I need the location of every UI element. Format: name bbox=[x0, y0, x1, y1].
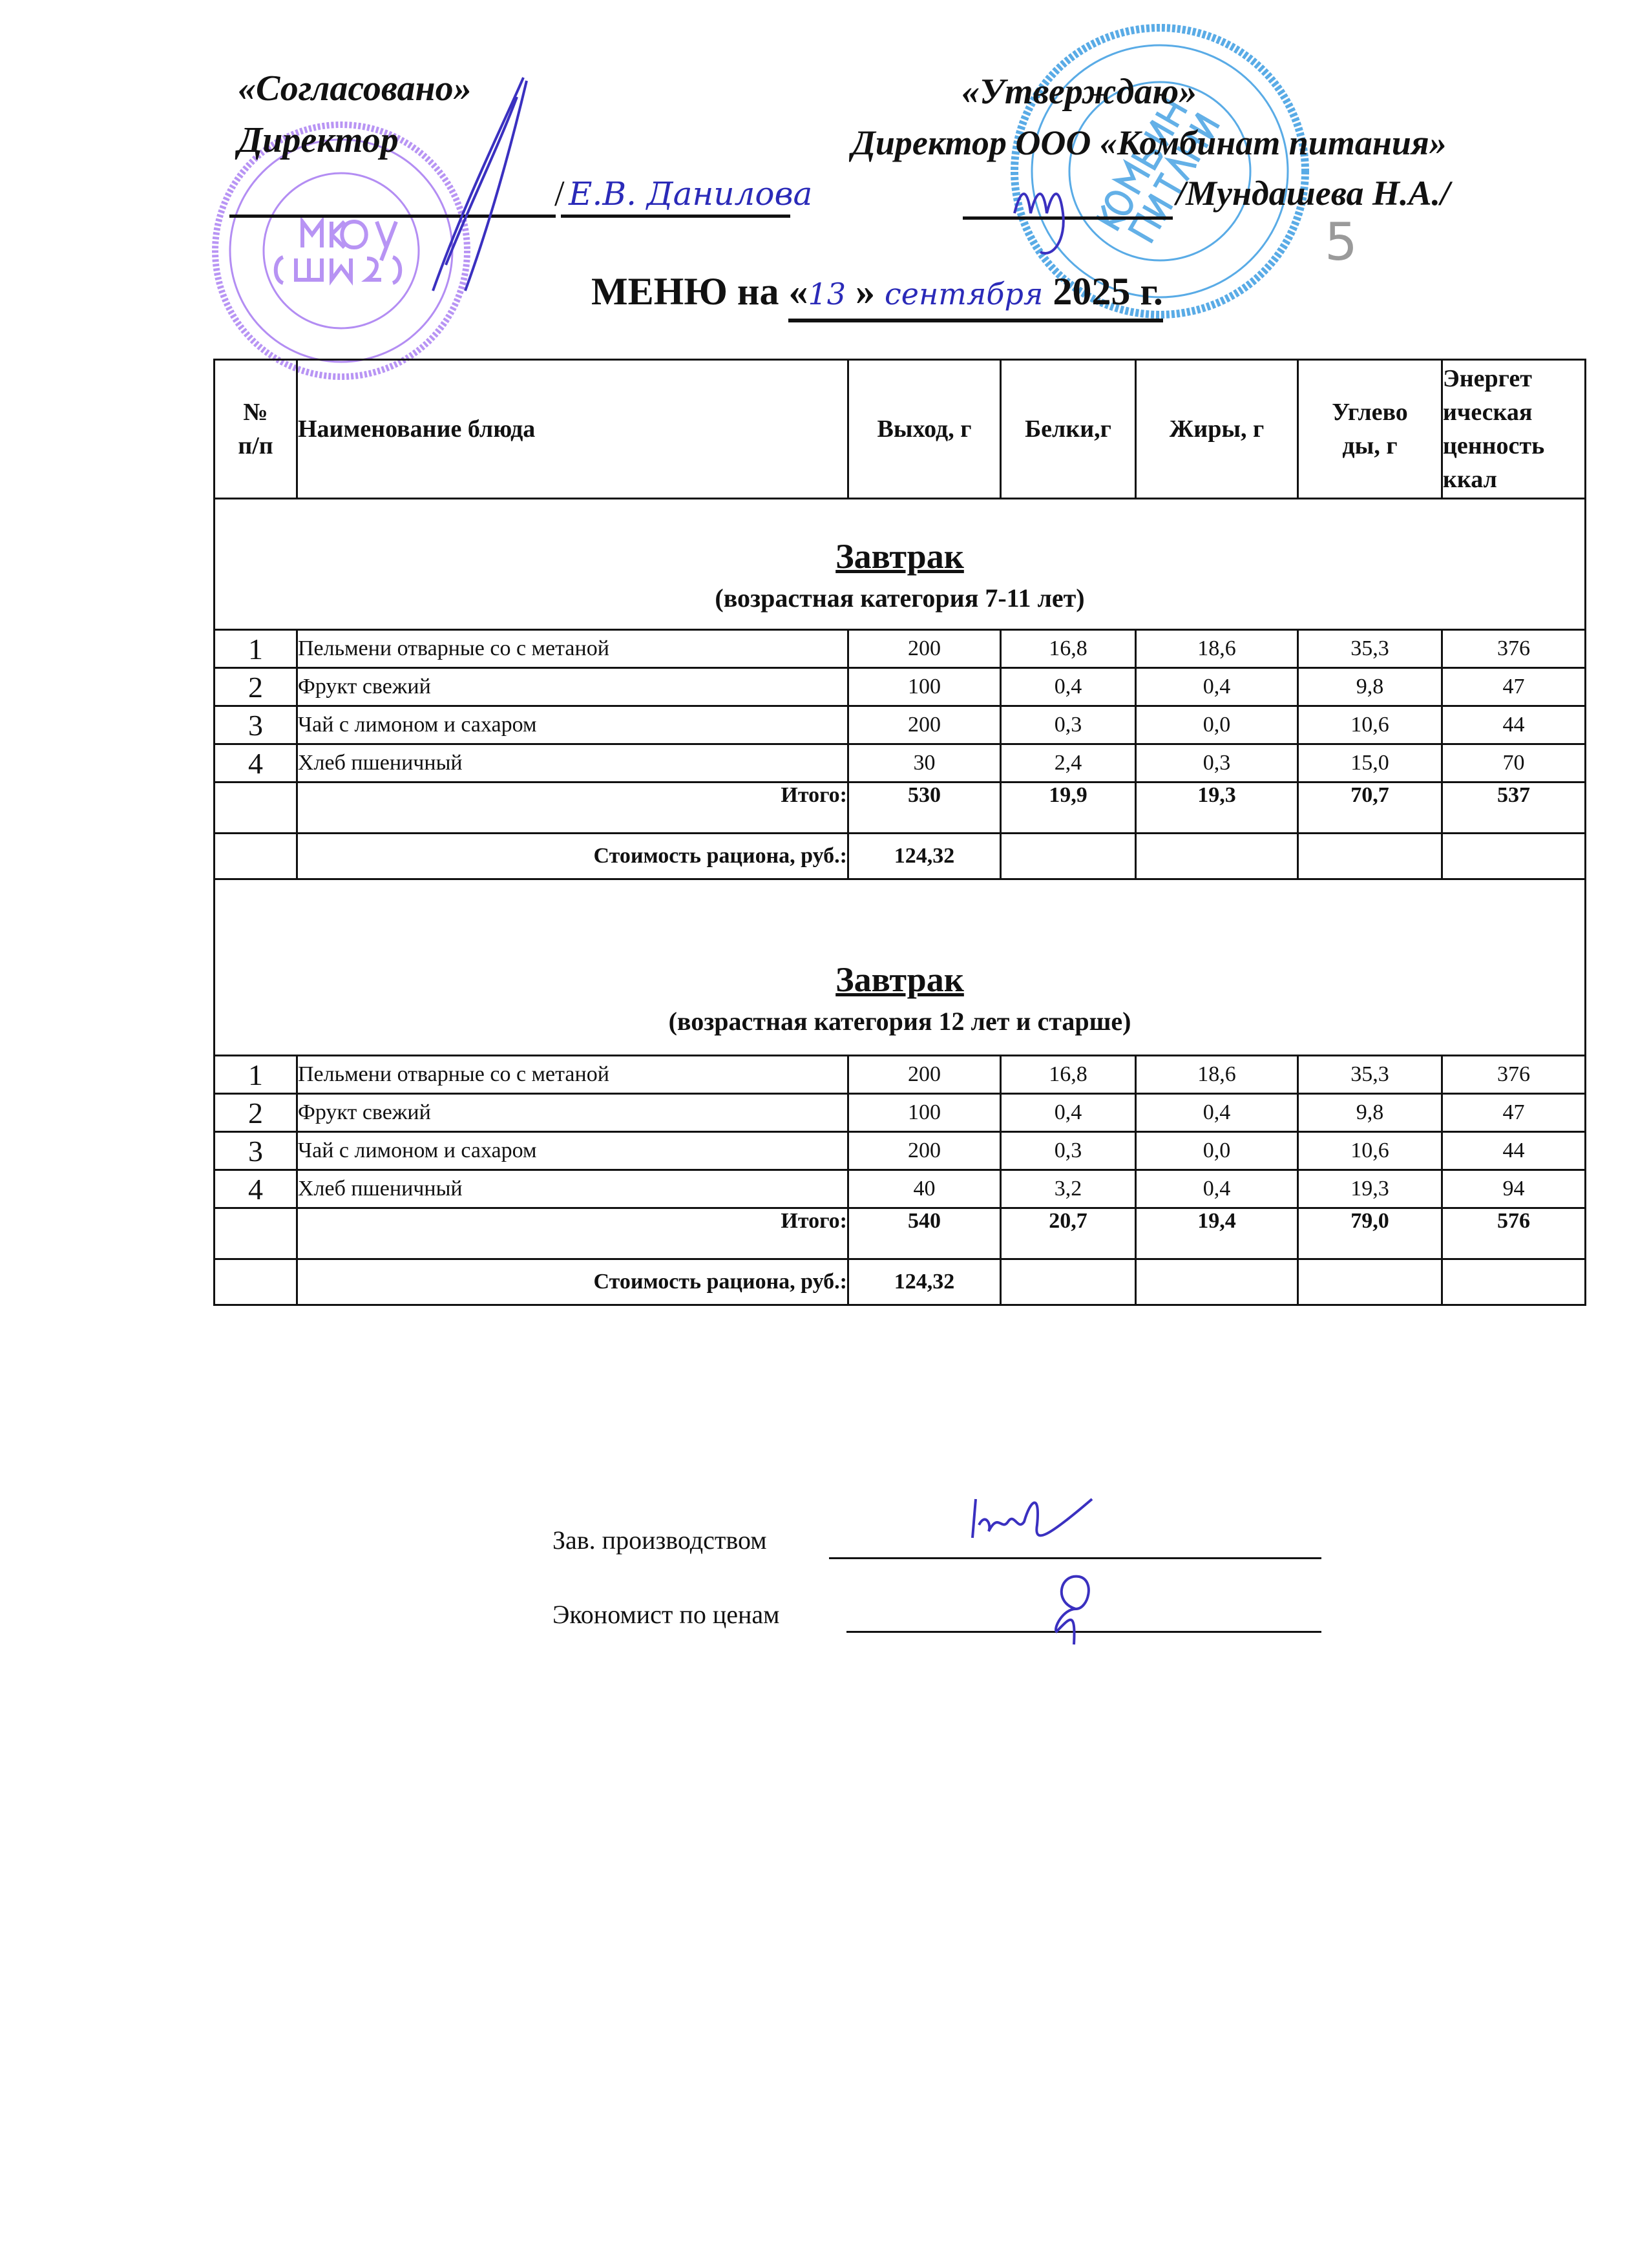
carbs-value: 35,3 bbox=[1298, 1056, 1442, 1094]
output-value: 200 bbox=[848, 1132, 1001, 1170]
output-value: 40 bbox=[848, 1170, 1001, 1208]
row-number: 2 bbox=[215, 1094, 297, 1132]
col-header-fat: Жиры, г bbox=[1136, 360, 1298, 499]
table-row bbox=[215, 706, 1586, 744]
table-row bbox=[215, 668, 1586, 706]
row-number: 1 bbox=[215, 630, 297, 668]
total-carbs: 79,0 bbox=[1298, 1208, 1442, 1259]
table-row bbox=[215, 1132, 1586, 1170]
total-energy: 576 bbox=[1442, 1208, 1586, 1259]
production-head-label: Зав. производством bbox=[552, 1526, 767, 1555]
date-open-quote: « bbox=[788, 270, 808, 313]
output-value: 100 bbox=[848, 1094, 1001, 1132]
section-subtitle: (возрастная категория 12 лет и старше) bbox=[668, 1007, 1131, 1036]
energy-value: 70 bbox=[1442, 744, 1586, 782]
energy-value: 44 bbox=[1442, 1132, 1586, 1170]
total-protein: 20,7 bbox=[1001, 1208, 1136, 1259]
protein-value: 0,3 bbox=[1001, 1132, 1136, 1170]
total-output: 530 bbox=[848, 782, 1001, 834]
output-value: 30 bbox=[848, 744, 1001, 782]
dish-name: Фрукт свежий bbox=[297, 1094, 848, 1132]
carbs-value: 9,8 bbox=[1298, 1094, 1442, 1132]
dish-name: Чай с лимоном и сахаром bbox=[297, 1132, 848, 1170]
col-header-dish: Наименование блюда bbox=[297, 360, 848, 499]
row-number: 3 bbox=[215, 706, 297, 744]
col-header-number-line1: № bbox=[243, 399, 268, 426]
table-header-row bbox=[215, 360, 1586, 499]
empty-cell bbox=[215, 834, 297, 879]
col-header-number-line2: п/п bbox=[238, 432, 273, 459]
agreed-signature-name: Е.В. Данилова bbox=[569, 175, 813, 213]
dish-name: Хлеб пшеничный bbox=[297, 1170, 848, 1208]
col-header-energy bbox=[1442, 360, 1586, 499]
dish-name: Хлеб пшеничный bbox=[297, 744, 848, 782]
cost-row bbox=[215, 1259, 1586, 1305]
cost-row bbox=[215, 834, 1586, 879]
empty-cell bbox=[1136, 1259, 1298, 1305]
energy-value: 376 bbox=[1442, 1056, 1586, 1094]
col-header-protein: Белки,г bbox=[1001, 360, 1136, 499]
date-month: сентября bbox=[885, 277, 1044, 311]
protein-value: 16,8 bbox=[1001, 1056, 1136, 1094]
row-number: 4 bbox=[215, 1170, 297, 1208]
row-number: 2 bbox=[215, 668, 297, 706]
table-row bbox=[215, 1056, 1586, 1094]
empty-cell bbox=[215, 1259, 297, 1305]
fat-value: 18,6 bbox=[1136, 1056, 1298, 1094]
fat-value: 0,4 bbox=[1136, 668, 1298, 706]
energy-value: 47 bbox=[1442, 668, 1586, 706]
row-number: 4 bbox=[215, 744, 297, 782]
menu-title bbox=[591, 268, 1163, 322]
fat-value: 0,4 bbox=[1136, 1094, 1298, 1132]
carbs-value: 35,3 bbox=[1298, 630, 1442, 668]
date-close-quote: » bbox=[856, 270, 875, 313]
total-row bbox=[215, 1208, 1586, 1259]
row-number: 1 bbox=[215, 1056, 297, 1094]
total-carbs: 70,7 bbox=[1298, 782, 1442, 834]
col-header-energy-line1: Энергет bbox=[1443, 365, 1532, 392]
row-number: 3 bbox=[215, 1132, 297, 1170]
approved-title: «Утверждаю» bbox=[961, 72, 1197, 112]
empty-cell bbox=[1442, 834, 1586, 879]
total-energy: 537 bbox=[1442, 782, 1586, 834]
approved-signature bbox=[1008, 168, 1086, 265]
economist-label: Экономист по ценам bbox=[552, 1600, 780, 1629]
menu-table bbox=[213, 359, 1586, 1306]
approved-role: Директор ООО «Комбинат питания» bbox=[852, 123, 1447, 162]
total-label: Итого: bbox=[297, 1208, 848, 1259]
energy-value: 376 bbox=[1442, 630, 1586, 668]
section-header bbox=[215, 499, 1586, 630]
energy-value: 44 bbox=[1442, 706, 1586, 744]
table-row bbox=[215, 1094, 1586, 1132]
empty-cell bbox=[1136, 834, 1298, 879]
energy-value: 47 bbox=[1442, 1094, 1586, 1132]
agreed-slash: / bbox=[554, 174, 565, 214]
cost-label: Стоимость рациона, руб.: bbox=[297, 834, 848, 879]
col-header-carbs-line1: Углево bbox=[1332, 399, 1408, 426]
protein-value: 16,8 bbox=[1001, 630, 1136, 668]
menu-title-prefix: МЕНЮ на bbox=[591, 270, 779, 313]
menu-date bbox=[788, 268, 1162, 322]
section-header-row bbox=[215, 499, 1586, 630]
cost-value: 124,32 bbox=[848, 1259, 1001, 1305]
protein-value: 0,4 bbox=[1001, 1094, 1136, 1132]
agreed-role: Директор bbox=[238, 120, 399, 160]
dish-name: Фрукт свежий bbox=[297, 668, 848, 706]
col-header-number bbox=[215, 360, 297, 499]
cost-label: Стоимость рациона, руб.: bbox=[297, 1259, 848, 1305]
protein-value: 0,3 bbox=[1001, 706, 1136, 744]
output-value: 200 bbox=[848, 630, 1001, 668]
col-header-carbs bbox=[1298, 360, 1442, 499]
total-fat: 19,4 bbox=[1136, 1208, 1298, 1259]
empty-cell bbox=[215, 782, 297, 834]
production-head-signature bbox=[963, 1486, 1118, 1564]
col-header-energy-line2: ическая bbox=[1443, 399, 1533, 426]
agreed-title: «Согласовано» bbox=[238, 68, 472, 109]
section-header-row bbox=[215, 879, 1586, 1056]
total-row bbox=[215, 782, 1586, 834]
section-title: Завтрак bbox=[835, 536, 964, 576]
empty-cell bbox=[215, 1208, 297, 1259]
dish-name: Пельмени отварные со с метаной bbox=[297, 630, 848, 668]
dish-name: Пельмени отварные со с метаной bbox=[297, 1056, 848, 1094]
approved-name: /Мундашева Н.А./ bbox=[1176, 174, 1450, 213]
fat-value: 0,0 bbox=[1136, 706, 1298, 744]
carbs-value: 10,6 bbox=[1298, 706, 1442, 744]
col-header-carbs-line2: ды, г bbox=[1342, 432, 1398, 459]
protein-value: 2,4 bbox=[1001, 744, 1136, 782]
dish-name: Чай с лимоном и сахаром bbox=[297, 706, 848, 744]
col-header-output: Выход, г bbox=[848, 360, 1001, 499]
total-output: 540 bbox=[848, 1208, 1001, 1259]
director-signature bbox=[388, 71, 556, 304]
output-value: 100 bbox=[848, 668, 1001, 706]
margin-mark: 5 bbox=[1325, 212, 1358, 272]
output-value: 200 bbox=[848, 706, 1001, 744]
section-subtitle: (возрастная категория 7-11 лет) bbox=[715, 583, 1085, 613]
table-row bbox=[215, 744, 1586, 782]
economist-signature bbox=[1040, 1570, 1105, 1648]
date-year: 2025 г. bbox=[1053, 270, 1163, 313]
carbs-value: 9,8 bbox=[1298, 668, 1442, 706]
output-value: 200 bbox=[848, 1056, 1001, 1094]
total-protein: 19,9 bbox=[1001, 782, 1136, 834]
protein-value: 3,2 bbox=[1001, 1170, 1136, 1208]
empty-cell bbox=[1001, 834, 1136, 879]
total-fat: 19,3 bbox=[1136, 782, 1298, 834]
empty-cell bbox=[1001, 1259, 1136, 1305]
cost-value: 124,32 bbox=[848, 834, 1001, 879]
carbs-value: 10,6 bbox=[1298, 1132, 1442, 1170]
table-row bbox=[215, 1170, 1586, 1208]
table-row bbox=[215, 630, 1586, 668]
agreed-name-line bbox=[561, 215, 790, 218]
date-day: 13 bbox=[808, 277, 846, 311]
section-header bbox=[215, 879, 1586, 1056]
carbs-value: 19,3 bbox=[1298, 1170, 1442, 1208]
section-title: Завтрак bbox=[835, 960, 964, 999]
total-label: Итого: bbox=[297, 782, 848, 834]
empty-cell bbox=[1298, 1259, 1442, 1305]
empty-cell bbox=[1442, 1259, 1586, 1305]
fat-value: 0,4 bbox=[1136, 1170, 1298, 1208]
energy-value: 94 bbox=[1442, 1170, 1586, 1208]
protein-value: 0,4 bbox=[1001, 668, 1136, 706]
fat-value: 0,3 bbox=[1136, 744, 1298, 782]
col-header-energy-line4: ккал bbox=[1443, 466, 1497, 493]
empty-cell bbox=[1298, 834, 1442, 879]
col-header-energy-line3: ценность bbox=[1443, 432, 1545, 459]
carbs-value: 15,0 bbox=[1298, 744, 1442, 782]
fat-value: 0,0 bbox=[1136, 1132, 1298, 1170]
fat-value: 18,6 bbox=[1136, 630, 1298, 668]
